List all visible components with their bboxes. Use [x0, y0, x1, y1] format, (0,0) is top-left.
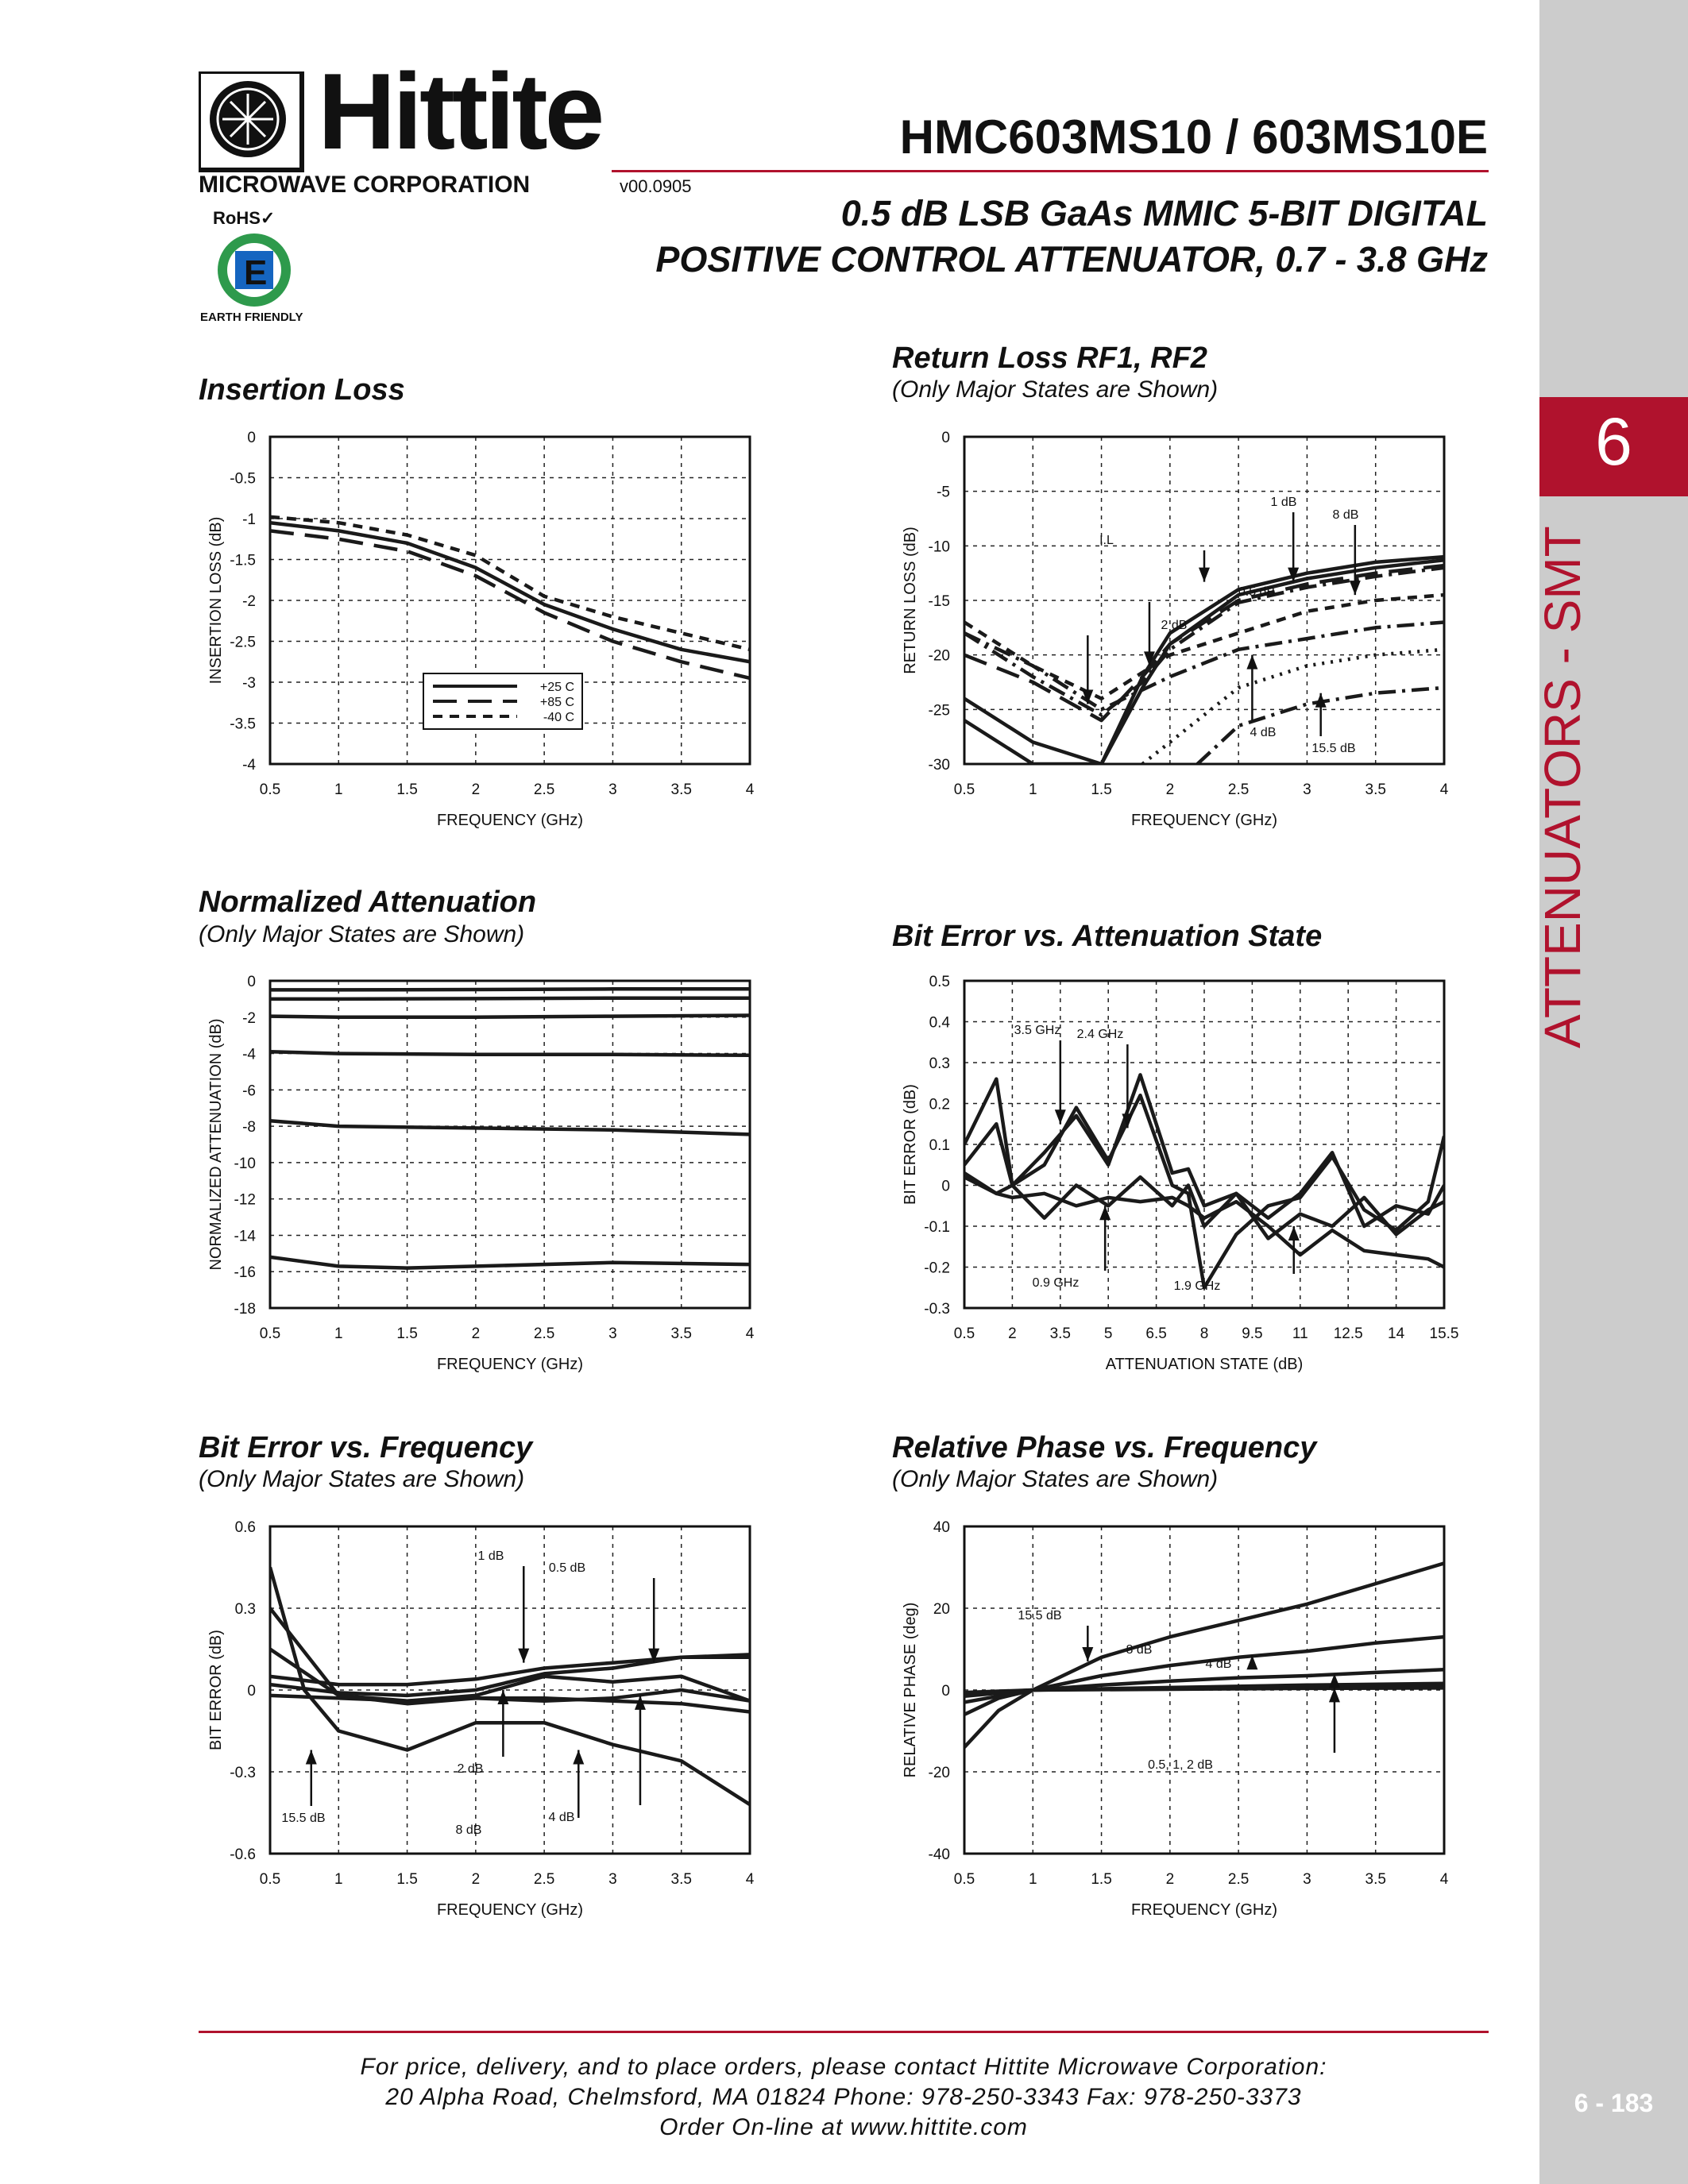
y-tick-label: -25	[928, 702, 950, 720]
x-tick-label: 15.5	[1429, 1325, 1459, 1342]
logo-subtitle: MICROWAVE CORPORATION	[199, 172, 531, 198]
return-loss-chart	[877, 429, 1449, 842]
y-axis-label: BIT ERROR (dB)	[902, 1084, 919, 1205]
series-line-4	[270, 1121, 750, 1134]
y-tick-label: -4	[242, 1046, 256, 1063]
y-tick-label: -12	[234, 1191, 256, 1209]
x-tick-label: 4	[1439, 781, 1449, 798]
x-tick-label: 1.5	[396, 1871, 418, 1888]
y-tick-label: -10	[234, 1155, 256, 1172]
series-line-2	[270, 1016, 750, 1017]
annotation-label: 0.9 GHz	[1032, 1276, 1080, 1290]
annotation-arrowhead	[573, 1750, 584, 1765]
y-tick-label: 0	[247, 430, 256, 446]
chart-title-bit-error-freq: Bit Error vs. Frequency	[199, 1431, 533, 1464]
chart-title-bit-error-state: Bit Error vs. Attenuation State	[892, 920, 1323, 953]
annotation-arrowhead	[1288, 1226, 1300, 1241]
x-tick-label: 1.5	[396, 781, 418, 798]
y-tick-label: -18	[234, 1301, 256, 1318]
y-tick-label: 0.3	[234, 1601, 256, 1618]
x-tick-label: 3	[608, 781, 617, 798]
y-axis-label: BIT ERROR (dB)	[207, 1630, 225, 1750]
insertion-loss-chart	[183, 429, 755, 842]
y-tick-label: 0.3	[929, 1055, 950, 1072]
annotation-label: 0.5 dB	[548, 1561, 586, 1575]
annotation-arrowhead	[1082, 1647, 1093, 1661]
annotation-arrowhead	[1246, 655, 1257, 669]
y-tick-label: -20	[928, 1765, 950, 1781]
y-tick-label: -40	[928, 1846, 950, 1863]
y-axis-label: NORMALIZED ATTENUATION (dB)	[207, 1018, 225, 1271]
y-tick-label: -5	[937, 484, 950, 501]
part-number: HMC603MS10 / 603MS10E	[899, 110, 1488, 164]
series-line-0	[964, 1563, 1444, 1747]
y-tick-label: -10	[928, 538, 950, 556]
y-tick-label: -14	[234, 1228, 256, 1245]
y-tick-label: -30	[928, 757, 950, 774]
legend-label: +25 C	[539, 681, 574, 694]
x-tick-label: 3.5	[1365, 781, 1386, 798]
series-line-5	[270, 1257, 750, 1268]
header-rule	[612, 170, 1489, 172]
chart-title-insertion-loss: Insertion Loss	[199, 373, 405, 407]
footer-line-1: For price, delivery, and to place orders, please contact Hittite Microwave Corporation:	[360, 2054, 1327, 2080]
x-tick-label: 3	[608, 1871, 617, 1888]
annotation-arrowhead	[1099, 1206, 1111, 1220]
normalized-attenuation-chart	[183, 973, 755, 1386]
chart-title-relative-phase: Relative Phase vs. Frequency	[892, 1431, 1317, 1464]
x-tick-label: 11	[1292, 1325, 1308, 1342]
subtitle-line-1: 0.5 dB LSB GaAs MMIC 5-BIT DIGITAL	[840, 193, 1488, 233]
annotation-arrowhead	[1350, 581, 1361, 595]
y-tick-label: 0	[247, 1683, 256, 1700]
x-tick-label: 3.5	[670, 1325, 692, 1342]
x-tick-label: 0.5	[953, 1325, 975, 1342]
relative-phase-chart	[877, 1518, 1449, 1931]
y-tick-label: -8	[242, 1119, 256, 1136]
x-tick-label: 4	[745, 1325, 755, 1342]
y-tick-label: 0	[941, 1178, 950, 1195]
annotation-arrowhead	[1055, 1109, 1066, 1124]
annotation-label: 0.5 dB	[1238, 585, 1276, 599]
x-tick-label: 1	[334, 1325, 343, 1342]
series-line-3	[270, 1051, 750, 1055]
x-tick-label: 3.5	[1049, 1325, 1072, 1342]
series-line-5	[964, 1688, 1444, 1692]
chart-subtitle-relative-phase: (Only Major States are Shown)	[892, 1466, 1219, 1492]
y-tick-label: 0	[247, 974, 256, 990]
chart-title-return-loss: Return Loss RF1, RF2	[892, 341, 1207, 375]
series-line-1	[270, 531, 750, 678]
y-tick-label: -20	[928, 647, 950, 665]
x-tick-label: 0.5	[259, 1871, 281, 1888]
y-tick-label: -6	[242, 1082, 256, 1100]
footer-contact	[199, 2052, 1489, 2143]
footer-line-3: Order On-line at www.hittite.com	[659, 2114, 1028, 2140]
x-tick-label: 1.5	[1091, 1871, 1112, 1888]
x-tick-label: 1	[334, 781, 343, 798]
y-tick-label: -15	[928, 593, 950, 610]
x-tick-label: 5	[1103, 1325, 1113, 1342]
x-tick-label: 12.5	[1333, 1325, 1363, 1342]
x-axis-label: FREQUENCY (GHz)	[1130, 1901, 1278, 1919]
y-tick-label: 0	[941, 1683, 950, 1700]
x-tick-label: 2.5	[533, 1325, 555, 1342]
x-tick-label: 3.5	[670, 781, 692, 798]
y-tick-label: 20	[933, 1601, 950, 1618]
x-tick-label: 2	[1165, 1871, 1175, 1888]
series-line-1	[964, 1637, 1444, 1715]
annotation-label: 8 dB	[455, 1823, 482, 1837]
x-tick-label: 0.5	[953, 781, 975, 798]
y-tick-label: 0.6	[234, 1519, 256, 1536]
x-axis-label: FREQUENCY (GHz)	[436, 1356, 584, 1373]
y-tick-label: 40	[933, 1519, 950, 1536]
rohs-tagline: EARTH FRIENDLY	[200, 311, 303, 324]
y-tick-label: -3.5	[230, 716, 256, 733]
document-subtitle	[655, 191, 1488, 283]
section-side-band	[1539, 0, 1688, 2184]
y-axis-label: RELATIVE PHASE (deg)	[902, 1602, 919, 1778]
annotation-arrowhead	[1199, 568, 1210, 582]
x-axis-label: ATTENUATION STATE (dB)	[1105, 1356, 1304, 1373]
series-line-3	[964, 568, 1444, 715]
x-tick-label: 2	[471, 781, 481, 798]
annotation-label: 8 dB	[1126, 1643, 1153, 1657]
annotation-arrowhead	[306, 1750, 317, 1765]
bit-error-vs-state-chart	[877, 973, 1459, 1386]
annotation-label: 0.5, 1, 2 dB	[1148, 1758, 1213, 1772]
annotation-label: 15.5 dB	[1311, 742, 1356, 755]
rohs-label: RoHS✓	[213, 208, 276, 228]
x-tick-label: 14	[1388, 1325, 1405, 1342]
x-tick-label: 2	[1165, 781, 1175, 798]
y-tick-label: -0.1	[924, 1219, 950, 1236]
x-tick-label: 4	[745, 1871, 755, 1888]
annotation-label: 2 dB	[457, 1762, 484, 1776]
annotation-arrowhead	[1329, 1688, 1340, 1702]
x-tick-label: 3	[608, 1325, 617, 1342]
y-tick-label: -1	[242, 511, 256, 528]
series-line-0	[964, 557, 1444, 764]
version-label: v00.0905	[620, 176, 692, 196]
x-tick-label: 3.5	[670, 1871, 692, 1888]
y-tick-label: -2	[242, 1009, 256, 1027]
annotation-label: 4 dB	[548, 1811, 575, 1824]
chart-subtitle-normalized-attenuation: (Only Major States are Shown)	[199, 921, 525, 947]
footer-rule	[199, 2031, 1489, 2033]
chart-title-normalized-attenuation: Normalized Attenuation	[199, 886, 537, 919]
y-tick-label: 0	[941, 430, 950, 446]
plot-frame	[270, 981, 750, 1308]
y-tick-label: -16	[234, 1264, 256, 1282]
x-tick-label: 9.5	[1242, 1325, 1263, 1342]
annotation-label: 1 dB	[1270, 496, 1297, 509]
y-tick-label: -2	[242, 593, 256, 610]
x-axis-label: FREQUENCY (GHz)	[1130, 812, 1278, 829]
x-tick-label: 3	[1303, 1871, 1311, 1888]
x-tick-label: 2.5	[1227, 781, 1250, 798]
x-axis-label: FREQUENCY (GHz)	[436, 1901, 584, 1919]
legend-label: +85 C	[539, 696, 574, 709]
x-tick-label: 2.5	[533, 1871, 555, 1888]
series-line-2	[270, 517, 750, 650]
y-tick-label: -1.5	[230, 552, 256, 569]
footer-line-2: 20 Alpha Road, Chelmsford, MA 01824 Phone: 978-250-3343 Fax: 978-250-3373	[385, 2084, 1302, 2110]
y-tick-label: 0.1	[929, 1137, 950, 1154]
annotation-label: 4 dB	[1205, 1657, 1232, 1671]
y-tick-label: -0.2	[924, 1260, 950, 1277]
page-number: 6 - 183	[1574, 2089, 1654, 2117]
annotation-label: 1.9 GHz	[1173, 1279, 1221, 1293]
y-tick-label: -0.5	[230, 470, 256, 488]
y-tick-label: -4	[242, 757, 256, 774]
x-tick-label: 0.5	[259, 1325, 281, 1342]
rohs-earth-friendly-badge	[199, 205, 310, 324]
section-number: 6	[1595, 404, 1632, 479]
annotation-arrowhead	[518, 1649, 529, 1663]
y-tick-label: 0.4	[929, 1014, 950, 1032]
y-tick-label: 0.5	[929, 974, 950, 990]
x-tick-label: 8	[1199, 1325, 1209, 1342]
annotation-label: 2.4 GHz	[1076, 1028, 1124, 1041]
x-tick-label: 1	[334, 1871, 343, 1888]
x-tick-label: 3.5	[1365, 1871, 1386, 1888]
annotation-label: 15.5 dB	[1018, 1609, 1062, 1623]
annotation-label: I.L	[1099, 534, 1114, 547]
series-line-0	[270, 989, 750, 990]
x-tick-label: 2	[471, 1325, 481, 1342]
subtitle-line-2: POSITIVE CONTROL ATTENUATOR, 0.7 - 3.8 GHz	[655, 239, 1488, 280]
series-line-1	[270, 998, 750, 999]
x-tick-label: 1	[1028, 781, 1037, 798]
x-tick-label: 2	[1008, 1325, 1017, 1342]
x-tick-label: 2.5	[1227, 1871, 1250, 1888]
annotation-label: 4 dB	[1250, 726, 1277, 739]
y-tick-label: -2.5	[230, 634, 256, 651]
x-tick-label: 4	[1439, 1871, 1449, 1888]
annotation-label: 1 dB	[477, 1549, 504, 1563]
logo-wordmark: Hittite	[318, 51, 602, 172]
section-name: ATTENUATORS - SMT	[1534, 526, 1591, 1048]
x-tick-label: 0.5	[259, 781, 281, 798]
legend-label: -40 C	[543, 711, 574, 724]
x-tick-label: 1	[1028, 1871, 1037, 1888]
bit-error-vs-frequency-chart	[183, 1518, 755, 1931]
y-tick-label: -0.3	[924, 1301, 950, 1318]
x-tick-label: 1.5	[396, 1325, 418, 1342]
y-tick-label: -0.3	[230, 1765, 256, 1781]
rohs-letter: E	[244, 253, 268, 292]
x-tick-label: 1.5	[1091, 781, 1112, 798]
x-axis-label: FREQUENCY (GHz)	[436, 812, 584, 829]
annotation-label: 15.5 dB	[281, 1812, 326, 1825]
y-axis-label: RETURN LOSS (dB)	[902, 527, 919, 674]
y-tick-label: -3	[242, 675, 256, 692]
y-axis-label: INSERTION LOSS (dB)	[207, 516, 225, 685]
y-tick-label: -0.6	[230, 1846, 256, 1863]
annotation-label: 3.5 GHz	[1014, 1024, 1061, 1037]
annotation-label: 2 dB	[1161, 619, 1188, 632]
x-tick-label: 3	[1303, 781, 1311, 798]
x-tick-label: 2	[471, 1871, 481, 1888]
y-tick-label: 0.2	[929, 1096, 950, 1113]
x-tick-label: 0.5	[953, 1871, 975, 1888]
x-tick-label: 6.5	[1145, 1325, 1167, 1342]
chart-subtitle-bit-error-freq: (Only Major States are Shown)	[199, 1466, 525, 1492]
annotation-label: 8 dB	[1332, 508, 1359, 522]
x-tick-label: 4	[745, 781, 755, 798]
chart-subtitle-return-loss: (Only Major States are Shown)	[892, 376, 1219, 403]
x-tick-label: 2.5	[533, 781, 555, 798]
